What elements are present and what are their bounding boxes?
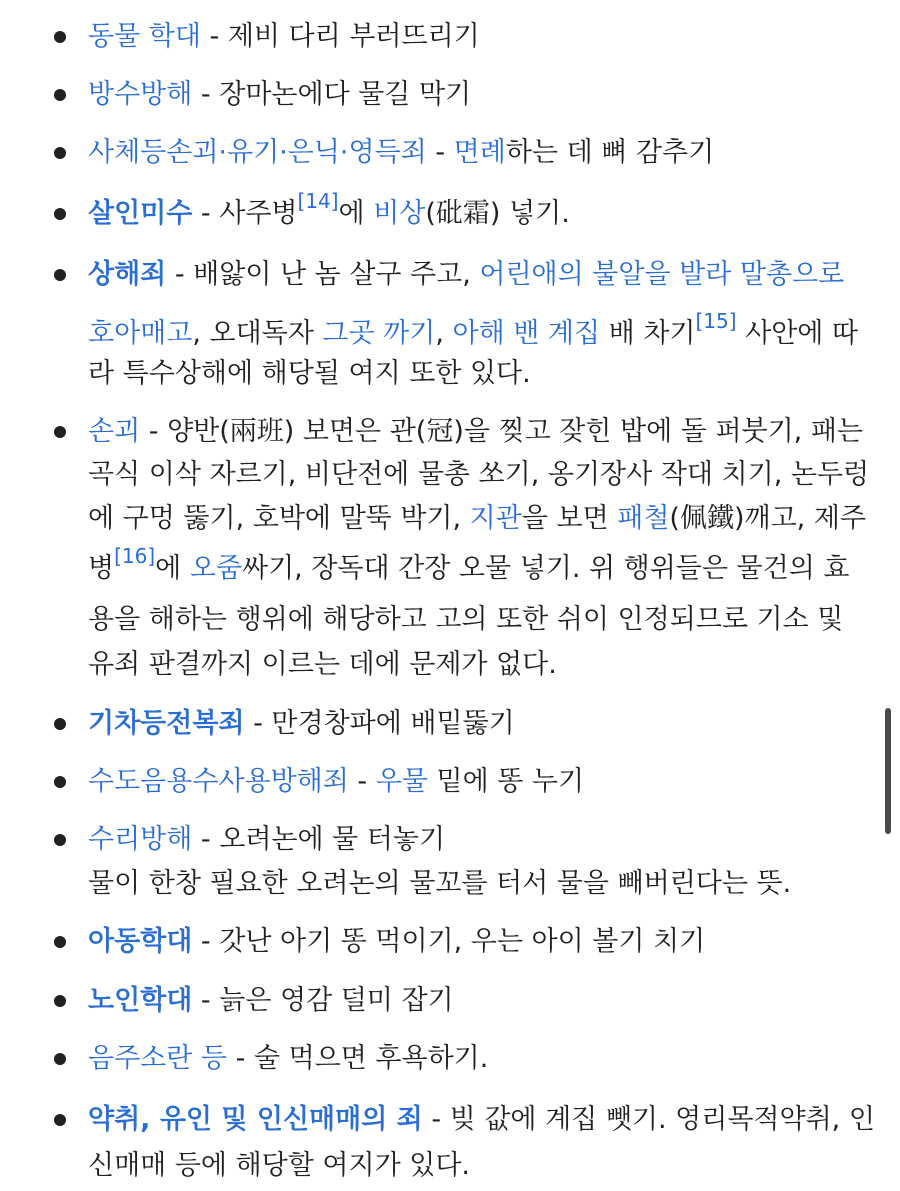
item-line xyxy=(88,867,791,901)
article-link[interactable]: 어린애의 불알을 발라 말총으로 xyxy=(479,259,845,290)
item-line xyxy=(88,984,454,1018)
article-link[interactable]: 아해 밴 계집 xyxy=(452,318,601,349)
item-text: 병 xyxy=(88,553,115,584)
article-link[interactable]: 동물 학대 xyxy=(88,21,201,52)
article-link[interactable]: 지관 xyxy=(469,503,522,534)
item-text: 을 보면 xyxy=(521,503,618,534)
article-link[interactable]: 면례 xyxy=(453,137,506,168)
bullet-icon xyxy=(54,995,66,1007)
item-text: - 양반(兩班) 보면은 관(冠)을 찢고 잦힌 밥에 돌 퍼붓기, 패는 xyxy=(140,416,864,447)
item-text: 라 특수상해에 해당될 여지 또한 있다. xyxy=(88,358,531,389)
bullet-icon xyxy=(54,1114,66,1126)
item-line xyxy=(88,544,850,586)
item-text: - xyxy=(348,766,376,797)
item-text: - 만경창파에 배밑뚫기 xyxy=(244,708,515,739)
bullet-icon xyxy=(54,718,66,730)
item-line xyxy=(88,648,557,682)
item-text: 사안에 따 xyxy=(736,318,859,349)
item-line xyxy=(88,1042,488,1076)
article-link[interactable]: 약취, 유인 및 인신매매의 죄 xyxy=(88,1104,423,1135)
item-line xyxy=(88,189,570,231)
item-line xyxy=(88,765,584,799)
item-text: 신매매 등에 해당할 여지가 있다. xyxy=(88,1150,470,1181)
article-link[interactable]: 우물 xyxy=(375,766,428,797)
item-text: 유죄 판결까지 이르는 데에 문제가 없다. xyxy=(88,649,557,680)
item-text: 용을 해하는 행위에 해당하고 고의 또한 쉬이 인정되므로 기소 및 xyxy=(88,604,844,635)
item-line xyxy=(88,1149,470,1183)
item-line xyxy=(88,707,515,741)
bullet-icon xyxy=(54,834,66,846)
item-text: 싸기, 장독대 간장 오물 넣기. 위 행위들은 물건의 효 xyxy=(242,553,850,584)
item-line xyxy=(88,502,866,536)
item-text: - 장마논에다 물길 막기 xyxy=(192,79,472,110)
article-link[interactable]: 오줌 xyxy=(189,553,242,584)
item-text: 하는 데 뼈 감추기 xyxy=(505,137,715,168)
item-text: 밑에 똥 누기 xyxy=(427,766,585,797)
item-text: - 빚 값에 계집 뺏기. 영리목적약취, 인 xyxy=(422,1104,875,1135)
article-link[interactable]: 사체등손괴·유기·은닉·영득죄 xyxy=(88,137,427,168)
article-link[interactable]: 수리방해 xyxy=(88,824,193,855)
item-text: - xyxy=(426,137,454,168)
article-link[interactable]: 기차등전복죄 xyxy=(88,708,245,739)
item-line xyxy=(88,415,863,449)
item-text: 에 xyxy=(338,198,374,229)
footnote-ref xyxy=(297,189,338,213)
item-text: - 늙은 영감 덜미 잡기 xyxy=(192,985,454,1016)
bullet-icon xyxy=(54,1053,66,1065)
item-text: , xyxy=(435,318,453,349)
item-text: 물이 한창 필요한 오려논의 물꼬를 터서 물을 빼버린다는 뜻. xyxy=(88,868,792,899)
item-text: - 오려논에 물 터놓기 xyxy=(192,824,446,855)
item-line xyxy=(88,136,714,170)
article-link[interactable]: 노인학대 xyxy=(88,985,193,1016)
article-link[interactable]: 비상 xyxy=(373,198,426,229)
item-text: - 제비 다리 부러뜨리기 xyxy=(200,21,480,52)
article-link[interactable]: 아동학대 xyxy=(88,926,193,957)
bullet-icon xyxy=(54,426,66,438)
item-text: 에 구멍 뚫기, 호박에 말뚝 박기, xyxy=(88,503,470,534)
bullet-icon xyxy=(54,89,66,101)
item-line xyxy=(88,357,531,391)
footnote-ref xyxy=(114,544,155,568)
item-line xyxy=(88,458,869,492)
item-text: - 사주병 xyxy=(192,198,298,229)
item-text: 배 차기 xyxy=(600,318,696,349)
article-link[interactable]: 그곳 까기 xyxy=(322,318,436,349)
bullet-icon xyxy=(54,147,66,159)
item-text: (砒霜) 넣기. xyxy=(425,198,570,229)
item-text: - 갓난 아기 똥 먹이기, 우는 아이 볼기 치기 xyxy=(192,926,706,957)
article-link[interactable]: 손괴 xyxy=(88,416,141,447)
footnote-link[interactable]: [14] xyxy=(297,189,339,213)
footnote-ref xyxy=(696,309,737,333)
item-line xyxy=(88,78,471,112)
article-link[interactable]: 음주소란 등 xyxy=(88,1043,227,1074)
bullet-icon xyxy=(54,936,66,948)
bullet-icon xyxy=(54,776,66,788)
article-link[interactable]: 방수방해 xyxy=(88,79,193,110)
item-line xyxy=(88,309,859,351)
article-link[interactable]: 수도음용수사용방해죄 xyxy=(88,766,349,797)
item-line xyxy=(88,1103,875,1137)
item-line xyxy=(88,603,843,637)
item-line xyxy=(88,20,480,54)
footnote-link[interactable]: [16] xyxy=(114,544,156,568)
item-text: 에 xyxy=(155,553,190,584)
item-line xyxy=(88,823,445,857)
item-text: , 오대독자 xyxy=(192,318,323,349)
article-link[interactable]: 호아매고 xyxy=(88,318,193,349)
footnote-link[interactable]: [15] xyxy=(695,309,737,333)
item-text: - 술 먹으면 후욕하기. xyxy=(227,1043,489,1074)
item-line xyxy=(88,925,705,959)
bullet-icon xyxy=(54,208,66,220)
article-link[interactable]: 살인미수 xyxy=(88,198,193,229)
article-link[interactable]: 상해죄 xyxy=(88,259,167,290)
item-text: (佩鐵)깨고, 제주 xyxy=(669,503,866,534)
bullet-icon xyxy=(54,269,66,281)
item-text: - 배앓이 난 놈 살구 주고, xyxy=(166,259,480,290)
item-text: 곡식 이삭 자르기, 비단전에 물총 쏘기, 옹기장사 작대 치기, 논두렁 xyxy=(88,459,870,490)
item-line xyxy=(88,258,844,292)
article-link[interactable]: 패철 xyxy=(617,503,670,534)
scrollbar[interactable] xyxy=(885,708,891,834)
bullet-icon xyxy=(54,31,66,43)
